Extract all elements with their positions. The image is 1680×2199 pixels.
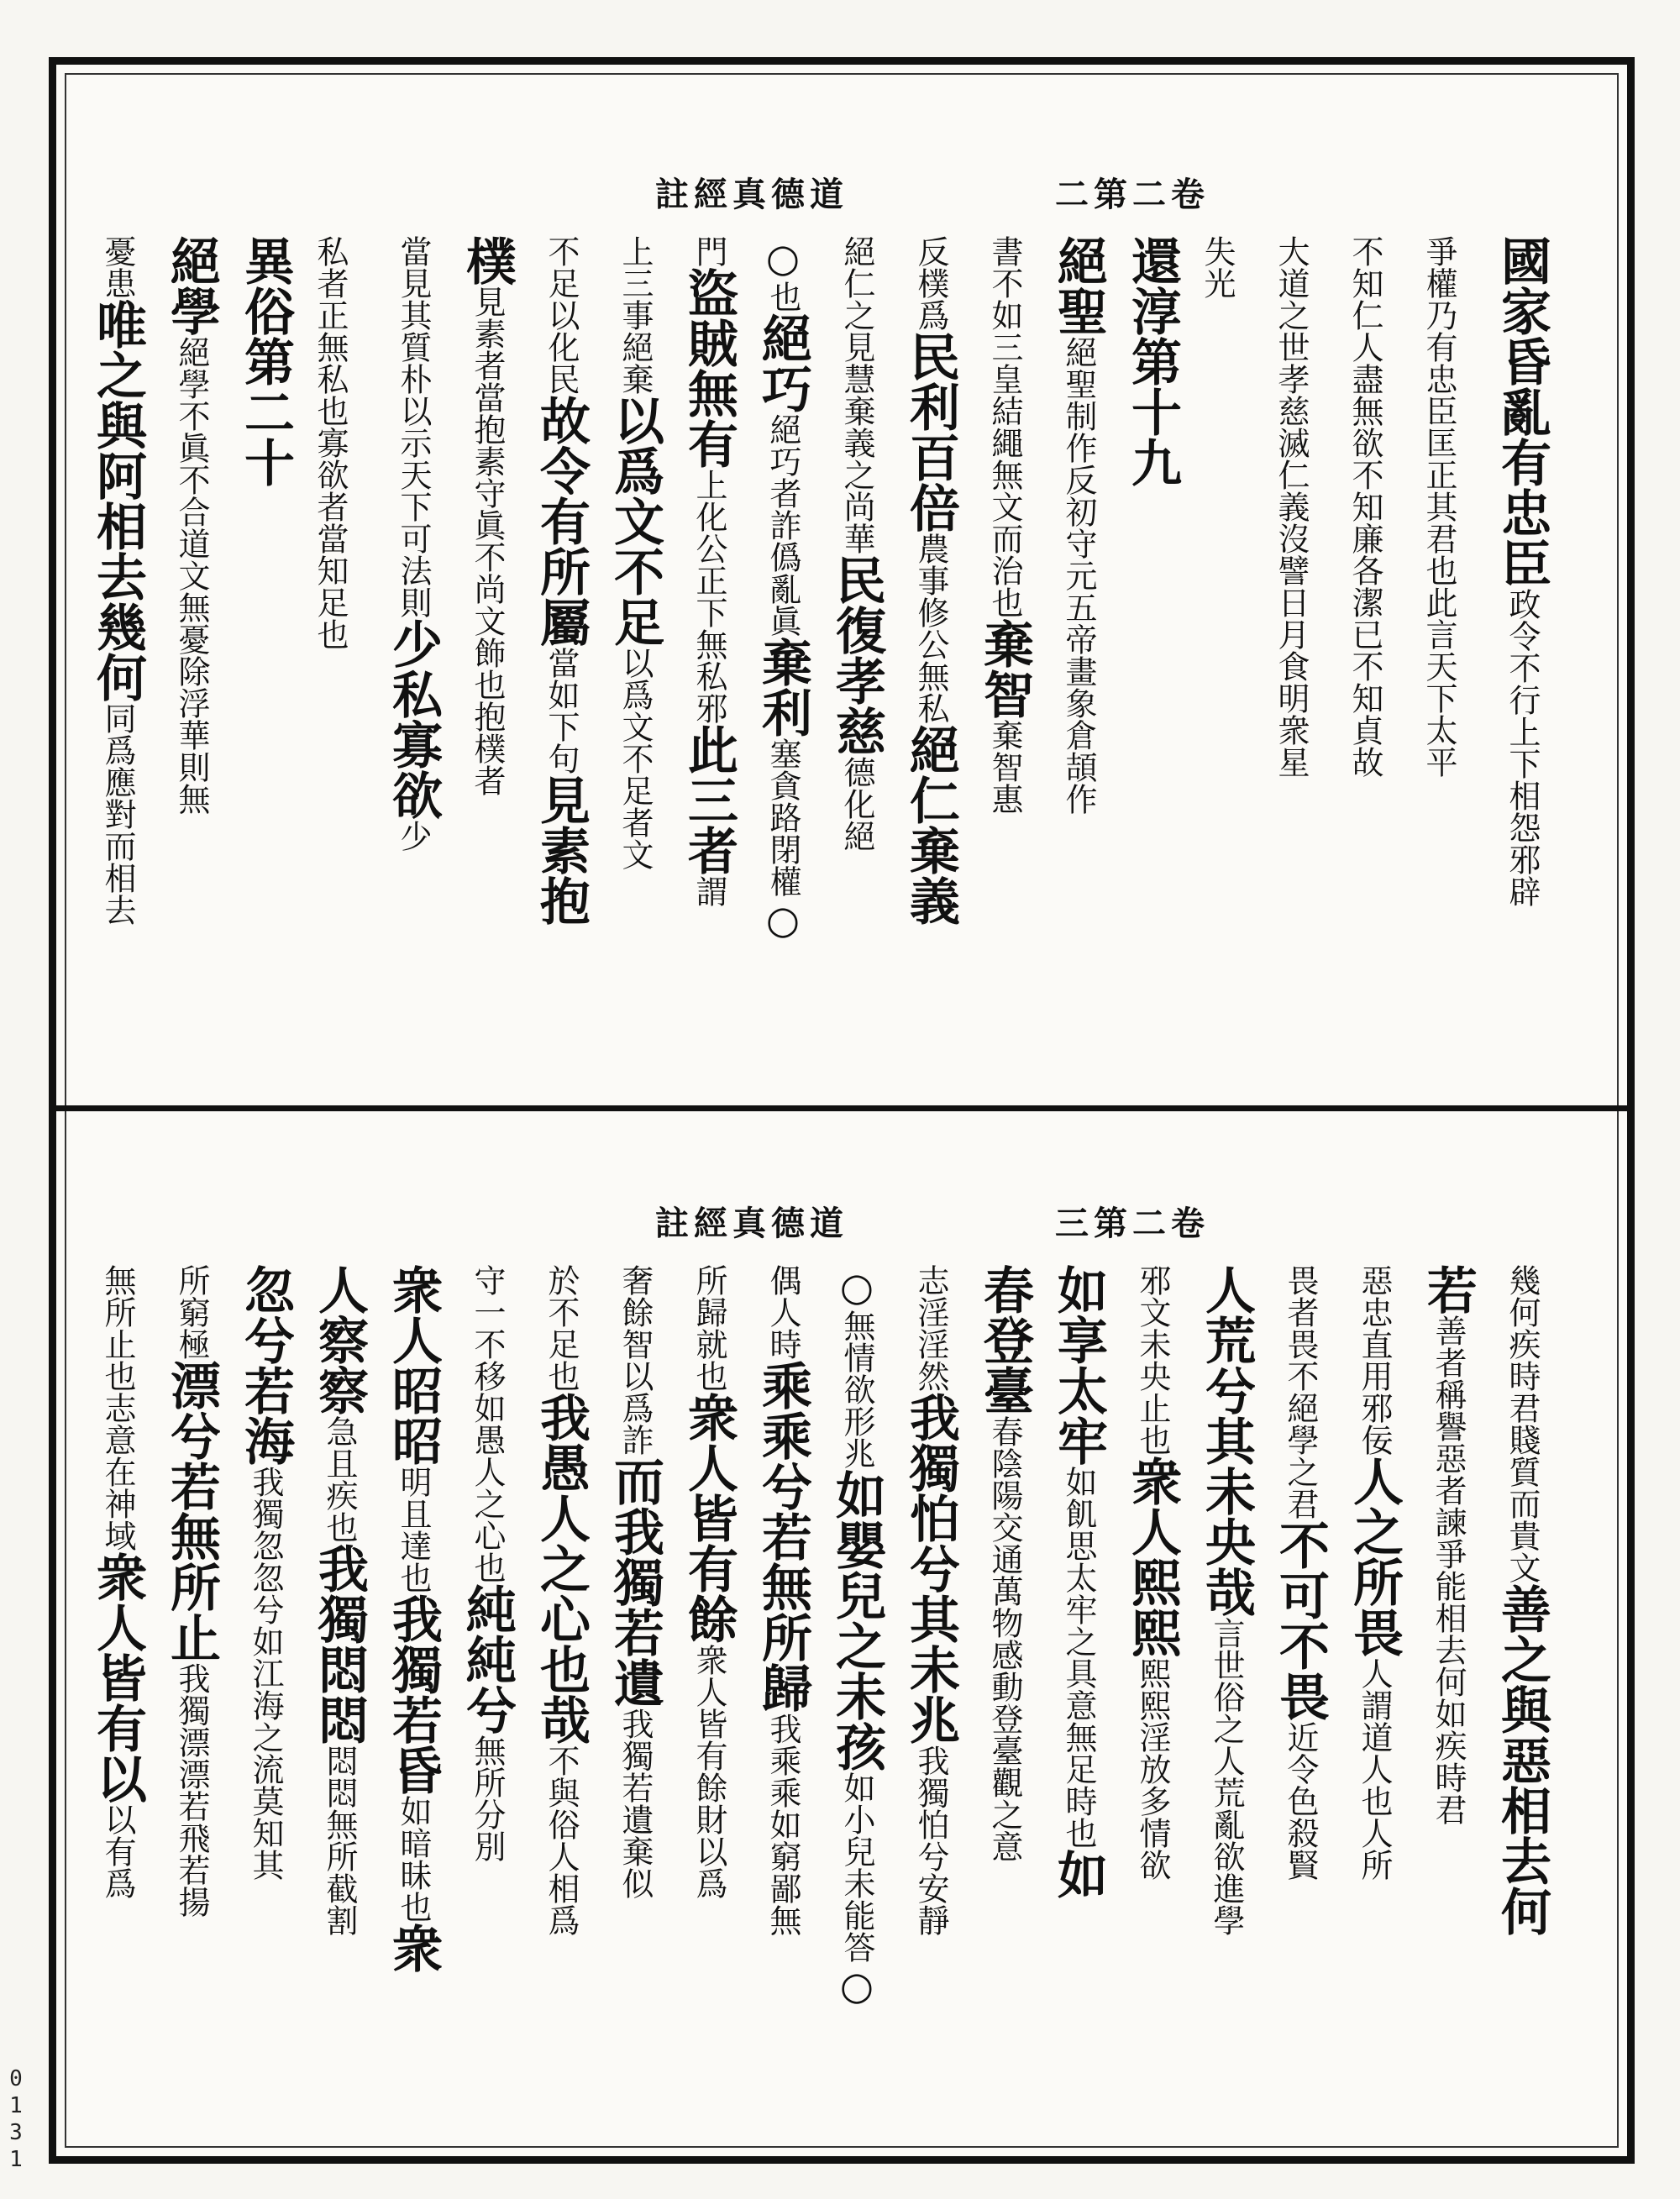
text-column: [532, 1264, 591, 1936]
main-text: 乘乘兮若無所歸: [753, 1360, 812, 1713]
commentary-text: 德化絕: [838, 756, 875, 852]
main-text: 盜賊無有: [680, 267, 738, 469]
text-column: [1493, 235, 1551, 907]
main-text: 以爲文不足: [606, 395, 664, 647]
text-column: [975, 1264, 1034, 1862]
running-head-chapter: 卷二第三: [1055, 1204, 1210, 1243]
main-text: 忽兮若海: [236, 1264, 295, 1466]
main-text: 衆人皆有餘: [680, 1392, 738, 1644]
main-text: 我愚人之心也哉: [532, 1392, 591, 1745]
main-text: 絕聖: [1049, 235, 1108, 336]
main-text: 我獨若昏: [384, 1593, 443, 1795]
circle-mark: ○: [834, 1264, 879, 1309]
text-column: [310, 1264, 369, 1936]
lower-half-page: [76, 1197, 1604, 2138]
main-text: 純純兮: [458, 1583, 517, 1735]
commentary-text: 反樸爲: [912, 235, 949, 331]
commentary-text: 無情欲形兆: [838, 1309, 875, 1469]
main-text: 衆人皆有以: [88, 1551, 147, 1803]
commentary-text: 爭權乃有忠臣匡正其君也此言天下太平: [1420, 235, 1457, 778]
text-column: [901, 235, 960, 926]
main-text: 棄利: [753, 637, 812, 737]
text-column: [88, 235, 147, 926]
commentary-text: 惡忠直用邪佞: [1356, 1264, 1393, 1456]
main-text: 我獨悶悶: [310, 1543, 369, 1745]
commentary-text: 熙熙淫放多情欲: [1134, 1657, 1171, 1881]
commentary-text: 也: [764, 281, 801, 312]
commentary-text: 言世俗之人荒亂欲進學: [1208, 1617, 1245, 1936]
commentary-text: 如飢思太牢之具意無足時也: [1060, 1466, 1097, 1849]
text-column: [1197, 1264, 1256, 1936]
running-head-title: 道德真經註: [655, 1204, 848, 1243]
running-head-upper: [655, 168, 1210, 218]
commentary-text: 如小兒未能答: [838, 1771, 875, 1963]
main-text: 棄智: [975, 618, 1034, 719]
text-column: [1419, 1264, 1478, 1825]
text-column: [606, 1264, 664, 1899]
text-column: [1349, 235, 1381, 778]
commentary-text: 守一不移如愚人之心也: [469, 1264, 506, 1583]
commentary-text: 我獨怕兮安靜: [912, 1745, 949, 1936]
commentary-text: 棄智惠: [986, 719, 1023, 815]
commentary-text: 悶悶無所截割: [321, 1745, 358, 1936]
text-column: [753, 1264, 812, 1936]
circle-mark: ○: [760, 235, 806, 281]
commentary-text: 絕巧者詐僞亂眞: [764, 413, 801, 637]
commentary-text: 政令不行上下相怨邪辟: [1504, 588, 1541, 907]
text-column: [384, 235, 443, 852]
commentary-text: 絕仁之見慧棄義之尚華: [838, 235, 875, 554]
commentary-text: 無所分別: [469, 1735, 506, 1862]
main-text: 樸: [458, 235, 517, 286]
text-column: [458, 1264, 517, 1862]
main-text: 民復孝慈: [827, 554, 886, 756]
main-text: 善之與惡相去何: [1493, 1583, 1551, 1936]
commentary-text: 私者正無私也寡欲者當知足也: [312, 235, 349, 650]
text-column: [1493, 1264, 1551, 1936]
commentary-text: 絕聖制作反初守元五帝畫象倉頡作: [1060, 336, 1097, 815]
text-column: [458, 235, 517, 796]
text-column: [1273, 235, 1310, 778]
main-text: 漂兮若無所止: [162, 1360, 221, 1662]
main-text: 如享太牢: [1049, 1264, 1108, 1466]
commentary-text: 不知仁人盡無欲不知廉各潔已不知貞故: [1347, 235, 1383, 778]
page-number: 0131: [3, 2066, 29, 2174]
main-text: 異俗第二十: [236, 235, 295, 487]
commentary-text: 同爲應對而相去: [99, 702, 136, 926]
commentary-text: 我獨忽忽兮如江海之流莫知其: [247, 1466, 284, 1881]
commentary-text: 憂患: [99, 235, 136, 299]
main-text: 此三者: [680, 724, 738, 875]
text-column: [901, 1264, 960, 1936]
running-head-lower: [655, 1197, 1210, 1247]
text-column: [1049, 235, 1108, 815]
text-column: [753, 235, 812, 942]
main-text: 不可不畏: [1271, 1519, 1330, 1721]
text-column: [606, 235, 664, 870]
main-text: 絕巧: [753, 312, 812, 413]
commentary-text: 少: [395, 820, 432, 852]
commentary-text: 我乘乘如窮鄙無: [764, 1713, 801, 1936]
main-text: 衆人熙熙: [1123, 1456, 1182, 1657]
main-text: 人察察: [310, 1264, 369, 1415]
commentary-text: 偶人時: [764, 1264, 801, 1360]
text-column: [162, 235, 221, 815]
commentary-text: 近令色殺賢: [1282, 1721, 1319, 1881]
commentary-text: 無所止也志意在神域: [99, 1264, 136, 1551]
commentary-text: 當見其質朴以示天下可法則: [395, 235, 432, 618]
main-text: 民利百倍: [901, 331, 960, 533]
text-column: [1123, 235, 1182, 487]
commentary-text: 上化公正下無私邪: [690, 469, 727, 724]
circle-mark: ○: [760, 897, 806, 942]
text-column: [680, 235, 738, 907]
text-column: [827, 1264, 886, 2008]
main-text: 春登臺: [975, 1264, 1034, 1415]
commentary-text: 人謂道人也人所: [1356, 1657, 1393, 1881]
text-column: [1199, 235, 1236, 299]
commentary-text: 當如下句: [543, 647, 580, 774]
main-text: 而我獨若遺: [606, 1456, 664, 1708]
commentary-text: 上三事絕棄: [617, 235, 654, 395]
commentary-text: 所歸就也: [690, 1264, 727, 1392]
commentary-text: 除浮華則無: [173, 655, 210, 815]
commentary-text: 急且疾也: [321, 1415, 358, 1543]
half-divider: [49, 1105, 1635, 1111]
text-column: [1271, 1264, 1330, 1881]
commentary-text: 我獨若遺棄似: [617, 1708, 654, 1899]
text-column: [1420, 235, 1457, 778]
main-text: 絕學: [162, 235, 221, 336]
text-column: [236, 235, 295, 487]
main-text: 衆: [384, 1923, 443, 1973]
commentary-text: 如暗昧也: [395, 1795, 432, 1923]
commentary-text: 明且達也: [395, 1466, 432, 1593]
commentary-text: 善者稱譽惡者諫爭能相去何如疾時君: [1430, 1315, 1467, 1825]
running-head-title: 道德真經註: [655, 175, 848, 214]
main-text: 我獨怕兮其未兆: [901, 1392, 960, 1745]
text-column: [827, 235, 886, 852]
main-text: 國家昏亂有忠臣: [1493, 235, 1551, 588]
running-head-chapter: 卷二第二: [1055, 175, 1210, 214]
commentary-text: 絕學不眞不合道文無憂: [173, 336, 210, 655]
commentary-text: 塞貪路閉權: [764, 737, 801, 897]
upper-half-page: [76, 168, 1604, 1092]
text-column: [1123, 1264, 1182, 1881]
commentary-text: 於不足也: [543, 1264, 580, 1392]
commentary-text: 以爲文不足者文: [617, 647, 654, 870]
commentary-text: 農事修公無私: [912, 533, 949, 724]
commentary-text: 大道之世孝慈滅仁義沒譬日月食明衆星: [1273, 235, 1310, 778]
commentary-text: 不足以化民: [543, 235, 580, 395]
commentary-text: 所窮極: [173, 1264, 210, 1360]
text-column: [975, 235, 1034, 815]
main-text: 見素抱: [532, 774, 591, 926]
commentary-text: 衆人皆有餘財以爲: [690, 1644, 727, 1899]
main-text: 若: [1419, 1264, 1478, 1315]
text-column: [236, 1264, 295, 1881]
commentary-text: 書不如三皇結繩無文而治也: [986, 235, 1023, 618]
text-column: [312, 235, 349, 650]
main-text: 少私寡欲: [384, 618, 443, 820]
main-text: 如嬰兒之未孩: [827, 1469, 886, 1771]
text-column: [162, 1264, 221, 1918]
main-text: 人: [1197, 1264, 1256, 1315]
text-column: [680, 1264, 738, 1899]
commentary-text: 見素者當抱素守眞不尚文飾也抱樸者: [469, 286, 506, 796]
commentary-text: 不與俗人相爲: [543, 1745, 580, 1936]
main-text: 人之所畏: [1345, 1456, 1404, 1657]
circle-mark: ○: [834, 1963, 879, 2008]
main-text: 唯之與阿相去幾何: [88, 299, 147, 702]
commentary-text: 志淫淫然: [912, 1264, 949, 1392]
commentary-text: 春陰陽交通萬物感動登臺觀之意: [986, 1415, 1023, 1862]
commentary-text: 失光: [1199, 235, 1236, 299]
commentary-text: 疾時君賤質而貴文: [1504, 1328, 1541, 1583]
commentary-text: 畏者畏不絕學之君: [1282, 1264, 1319, 1519]
commentary-text: 以有爲: [99, 1803, 136, 1899]
text-column: [384, 1264, 443, 1973]
main-text: 絕仁棄義: [901, 724, 960, 926]
main-text: 衆人昭昭: [384, 1264, 443, 1466]
commentary-text: 奢餘智以爲詐: [617, 1264, 654, 1456]
main-text: 荒兮其未央哉: [1197, 1315, 1256, 1617]
text-column: [1345, 1264, 1404, 1881]
commentary-text: 我獨漂漂若飛若揚: [173, 1662, 210, 1918]
commentary-text: 幾何: [1504, 1264, 1541, 1328]
main-text: 故令有所屬: [532, 395, 591, 647]
main-text: 如: [1049, 1849, 1108, 1899]
commentary-text: 門: [690, 235, 727, 267]
text-column: [1049, 1264, 1108, 1899]
text-column: [88, 1264, 147, 1899]
commentary-text: 謂: [690, 875, 727, 907]
main-text: 還淳第十九: [1123, 235, 1182, 487]
commentary-text: 邪文未央止也: [1134, 1264, 1171, 1456]
text-column: [532, 235, 591, 926]
